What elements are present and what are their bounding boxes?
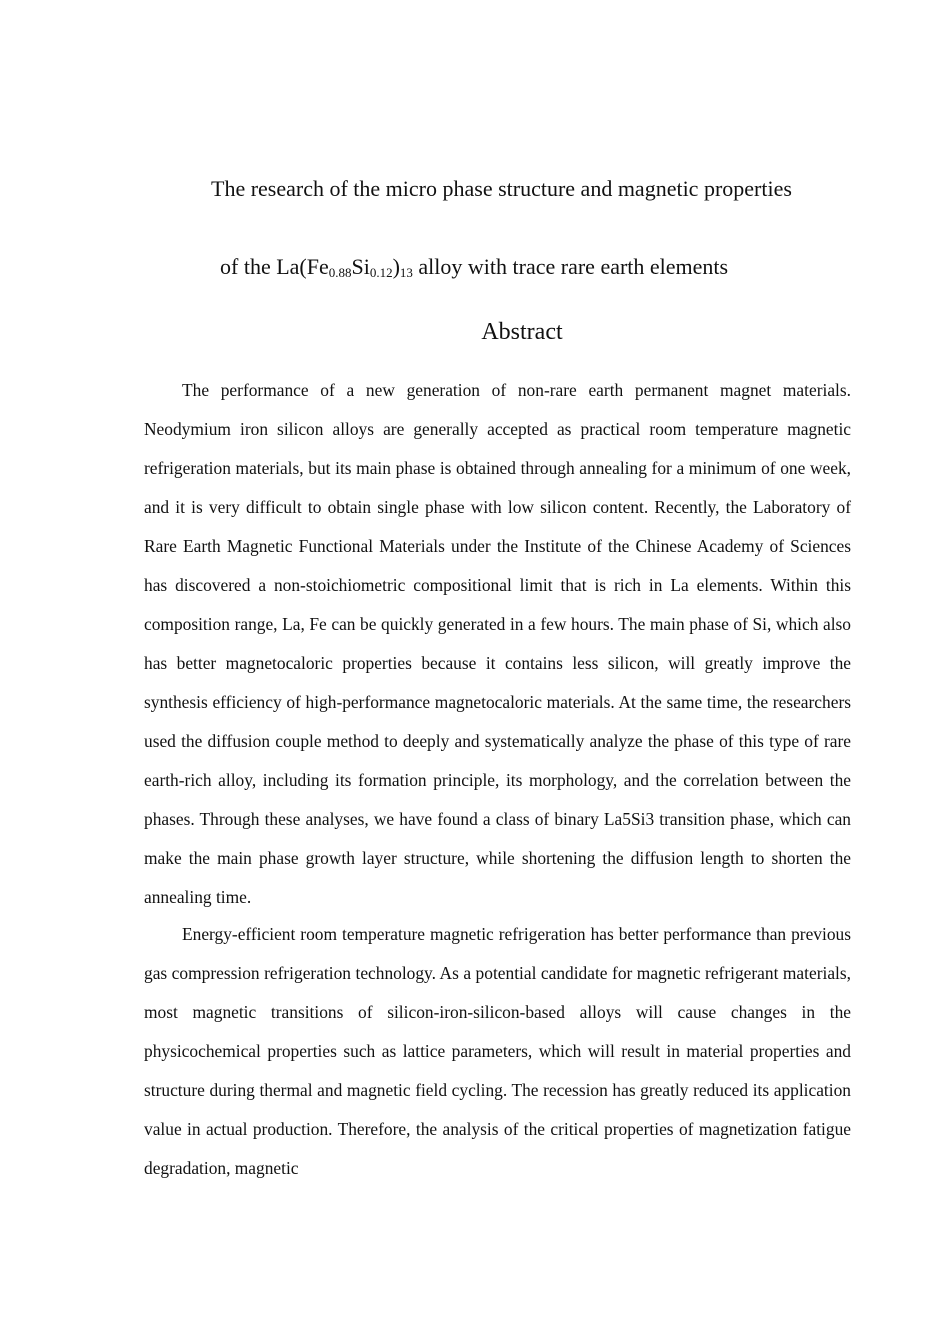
title-line-2-si: Si [351, 254, 370, 279]
abstract-body [144, 371, 851, 1188]
title-subscript-13: 13 [399, 265, 413, 280]
title-line-2-suffix: alloy with trace rare earth elements [412, 254, 729, 279]
title-line-2-prefix: of the La(Fe [220, 254, 329, 279]
title-subscript-fe: 0.88 [328, 265, 352, 280]
abstract-heading: Abstract [481, 319, 563, 345]
title-line-2 [220, 256, 728, 279]
title-subscript-si: 0.12 [369, 265, 393, 280]
title-line-2-close: ) [392, 254, 400, 279]
abstract-paragraph-1: The performance of a new generation of non-rare earth permanent magnet materials. Neodymium iron silicon alloys are generally accepted as practical room temperature magnetic refrigeration materials, but its main phase is obtained through annealing for a minimum of one week, and it is very difficult to obtain single phase with low silicon content. Recently, the Laboratory of Rare Earth Magnetic Functional Materials under the Institute of the Chinese Academy of Sciences has discovered a non-stoichiometric compositional limit that is rich in La elements. Within this composition range, La, Fe can be quickly generated in a few hours. The main phase of Si, which also has better magnetocaloric properties because it contains less silicon, will greatly improve the synthesis efficiency of high-performance magnetocaloric materials. At the same time, the researchers used the diffusion couple method to deeply and systematically analyze the phase of this type of rare earth-rich alloy, including its formation principle, its morphology, and the correlation between the phases. Through these analyses, we have found a class of binary La5Si3 transition phase, which can make the main phase growth layer structure, while shortening the diffusion length to shorten the annealing time. [144, 380, 851, 907]
abstract-paragraph-2: Energy-efficient room temperature magnetic refrigeration has better performance than previous gas compression refrigeration technology. As a potential candidate for magnetic refrigerant materials, most magnetic transitions of silicon-iron-silicon-based alloys will cause changes in the physicochemical properties such as lattice parameters, which will result in material properties and structure during thermal and magnetic field cycling. The recession has greatly reduced its application value in actual production. Therefore, the analysis of the critical properties of magnetization fatigue degradation, magnetic [144, 924, 851, 1178]
title-line-1: The research of the micro phase structure and magnetic properties [211, 176, 792, 201]
